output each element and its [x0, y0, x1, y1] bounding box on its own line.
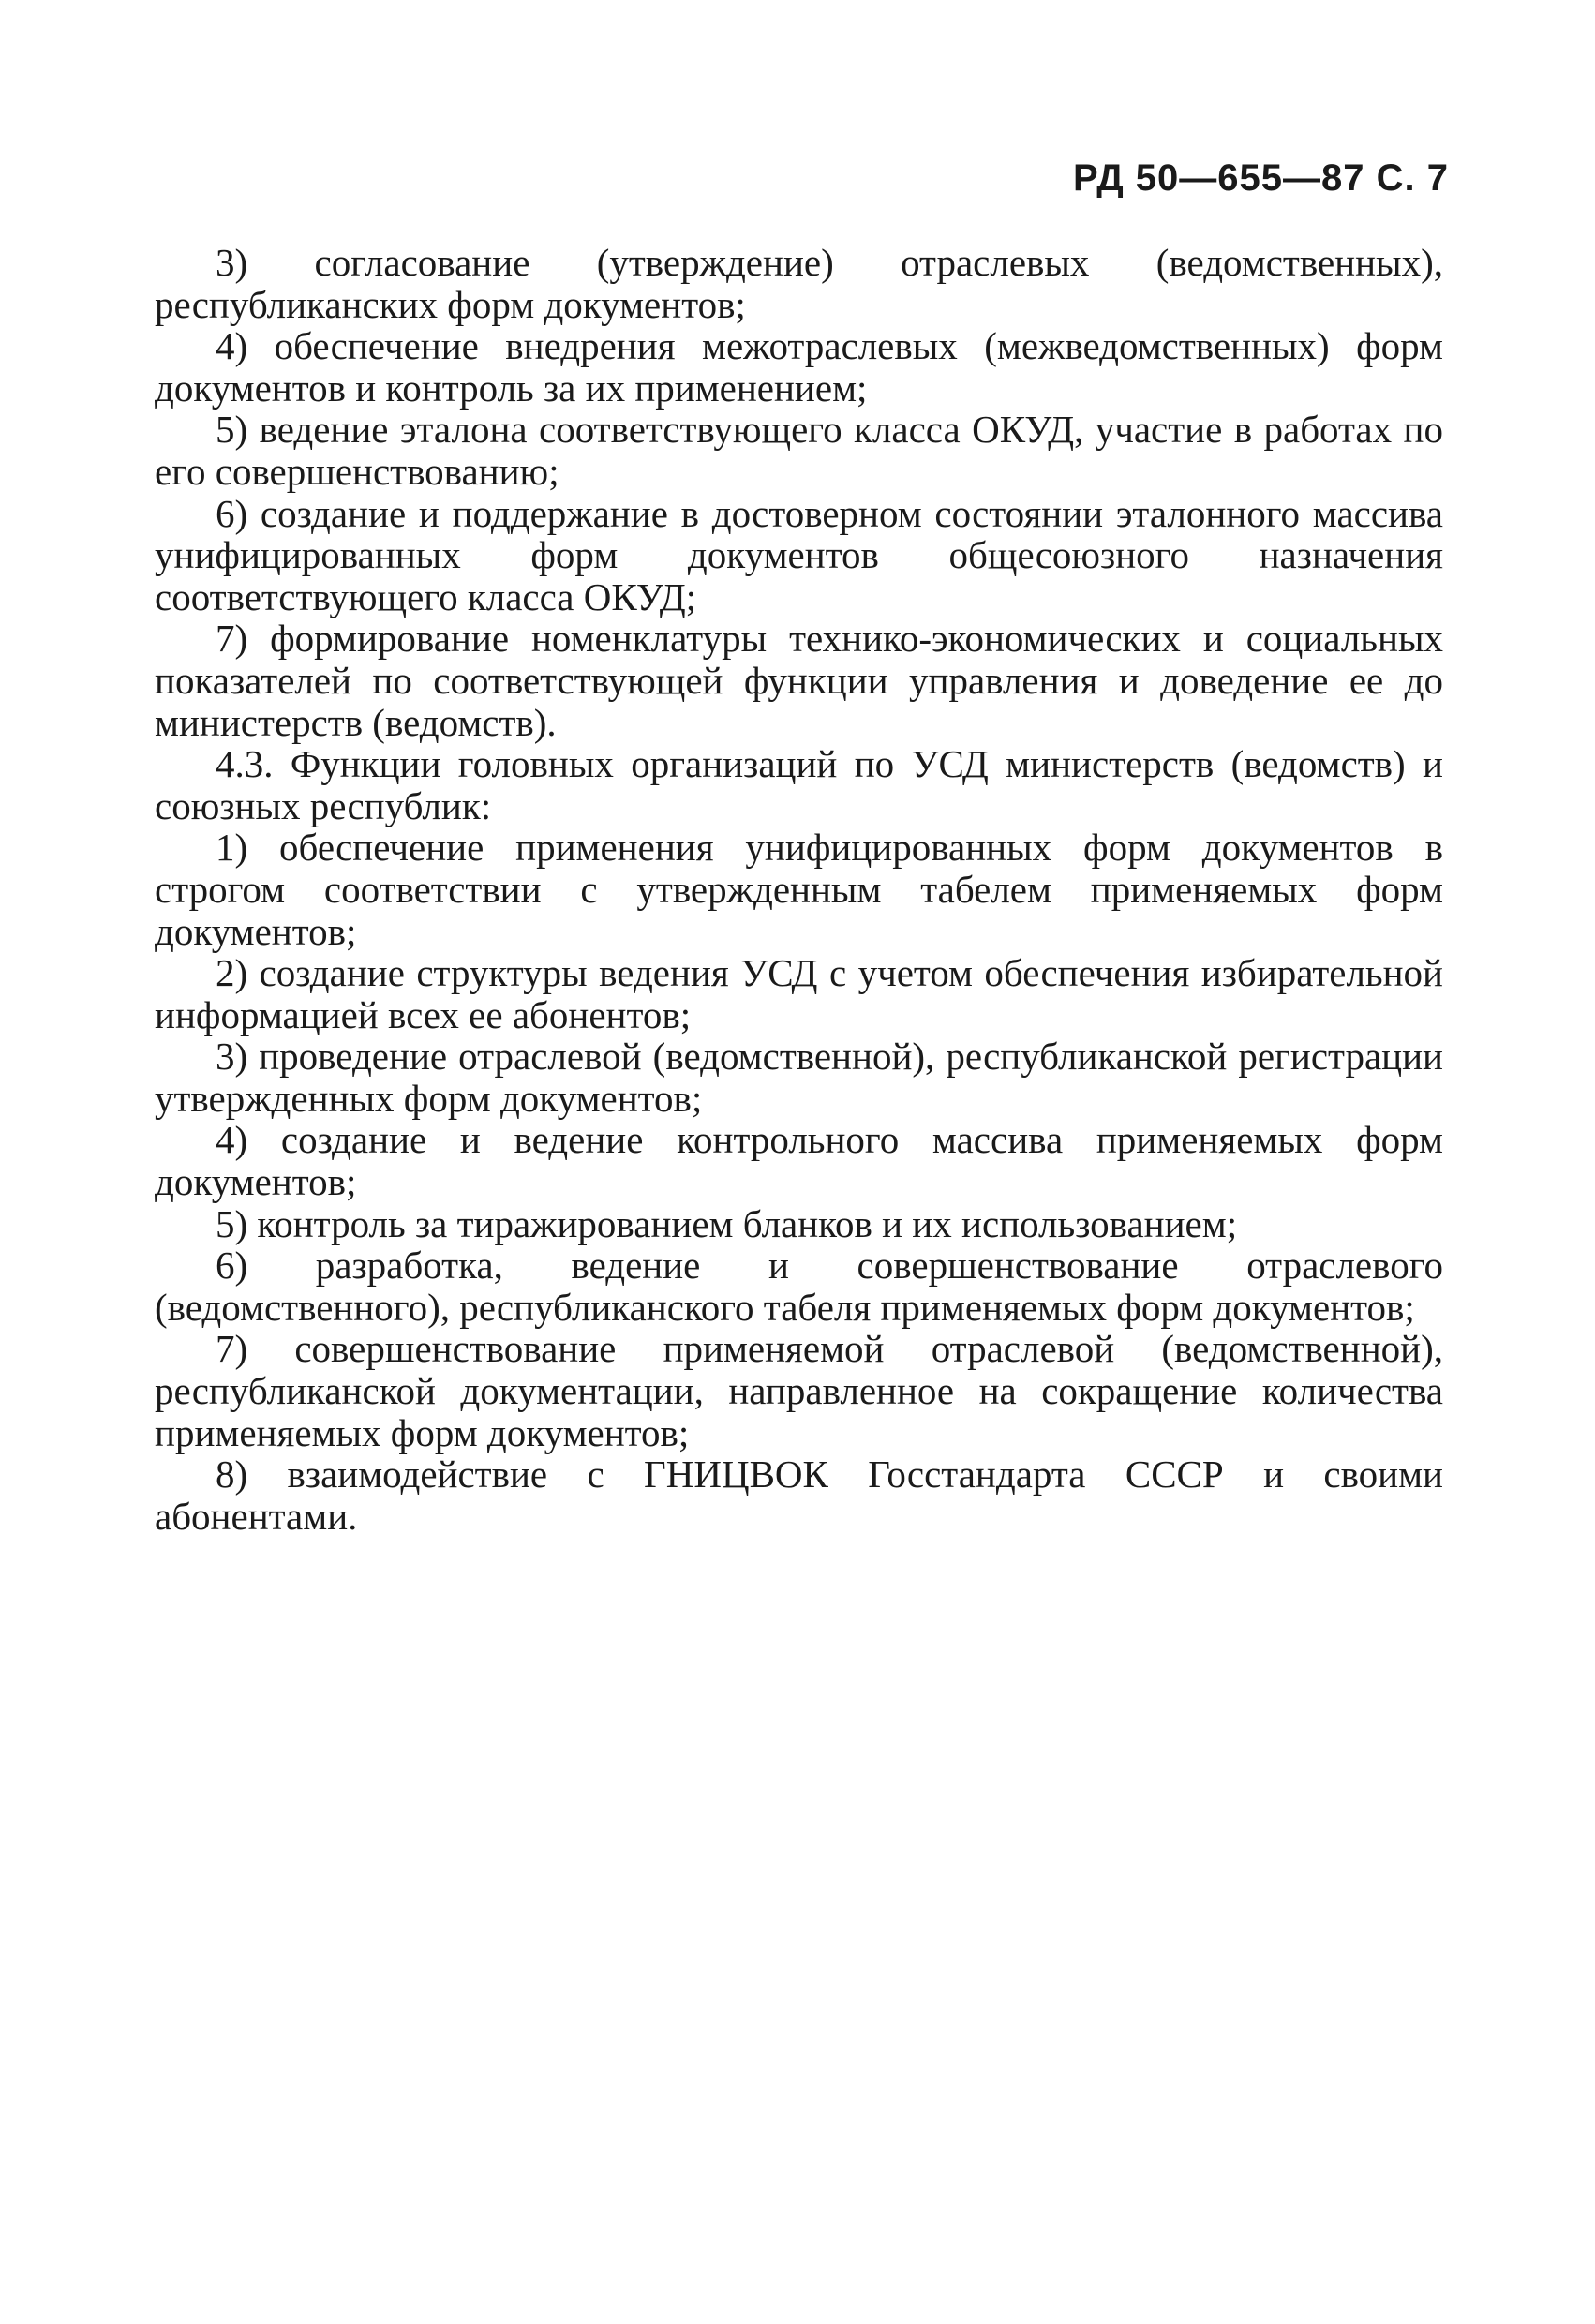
list-item: 5) ведение эталона соответствующего класса ОКУД, участие в работах по его совершенствованию; — [155, 408, 1443, 493]
list-item: 5) контроль за тиражированием бланков и их использованием; — [216, 1201, 1238, 1245]
list-item: 6) создание и поддержание в достоверном состоянии эталонного массива унифицированных форм документов общесоюзного назначения соответствующего класса ОКУД; — [155, 491, 1443, 618]
list-item: 7) совершенствование применяемой отраслевой (ведомственной), республиканской документации, направленное на сокращение количества применяемых форм документов; — [155, 1327, 1443, 1454]
body-text — [155, 242, 1443, 1537]
list-item: 2) создание структуры ведения УСД с учетом обеспечения избирательной информацией всех ее абонентов; — [155, 951, 1443, 1036]
list-item: 6) разработка, ведение и совершенствование отраслевого (ведомственного), республиканского табеля применяемых форм документов; — [155, 1244, 1443, 1329]
list-item: 4) создание и ведение контрольного массива применяемых форм документов; — [155, 1118, 1443, 1204]
list-item: 3) проведение отраслевой (ведомственной), республиканской регистрации утвержденных форм документов; — [155, 1035, 1443, 1120]
section-heading: 4.3. Функции головных организаций по УСД министерств (ведомств) и союзных республик: — [155, 742, 1443, 827]
page-header: РД 50—655—87 С. 7 — [1073, 157, 1449, 199]
list-item: 7) формирование номенклатуры технико-экономических и социальных показателей по соответствующей функции управления и доведение ее до министерств (ведомств). — [155, 617, 1443, 744]
list-item: 4) обеспечение внедрения межотраслевых (межведомственных) форм документов и контроль за их применением; — [155, 324, 1443, 410]
list-item: 8) взаимодействие с ГНИЦВОК Госстандарта СССР и своими абонентами. — [155, 1452, 1443, 1538]
list-item: 1) обеспечение применения унифицированных форм документов в строгом соответствии с утвержденным табелем применяемых форм документов; — [155, 826, 1443, 953]
list-item: 3) согласование (утверждение) отраслевых (ведомственных), республиканских форм документов; — [155, 241, 1443, 326]
